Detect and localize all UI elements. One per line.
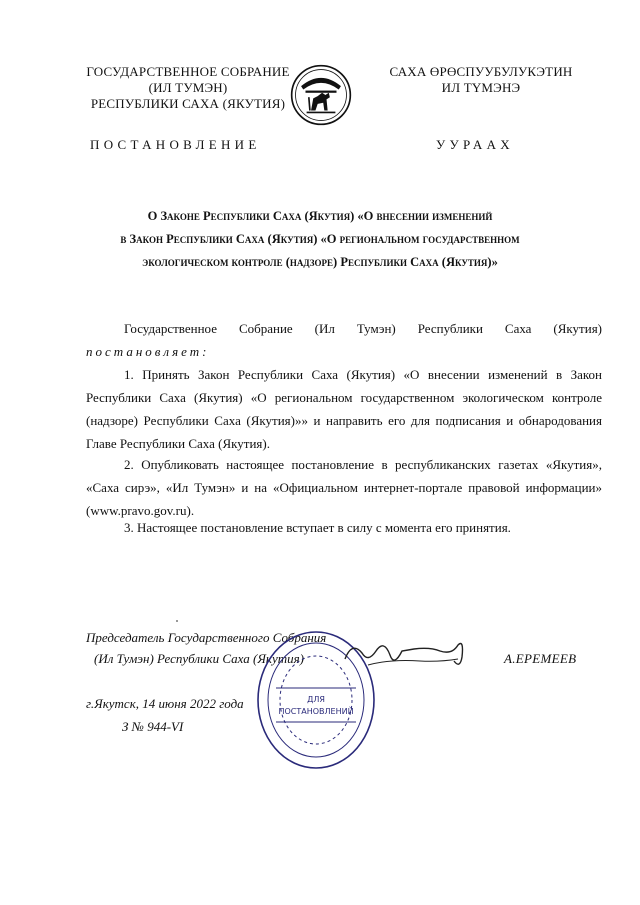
clause-2: 2. Опубликовать настоящее постановление в республиканских газетах «Якутия», «Саха сирэ», «Ил Тумэн» и на «Официальном интернет-портале правовой информации» (www.pravo.gov.ru). <box>86 457 602 518</box>
resolves-verb: постановляет: <box>86 344 210 359</box>
handwritten-signature <box>340 637 470 677</box>
issuer-sakha-line-2: ИЛ ТҮМЭНЭ <box>441 80 521 95</box>
intro-paragraph: Государственное Собрание (Ил Тумэн) Республики Саха (Якутия) <box>124 321 602 336</box>
coat-of-arms-emblem <box>290 64 352 126</box>
signatory-role-line-1: Председатель Государственного Собрания <box>86 630 327 645</box>
issuer-name-sakha <box>372 64 590 96</box>
speck <box>176 620 178 622</box>
issuer-line-3: РЕСПУБЛИКИ САХА (ЯКУТИЯ) <box>90 96 286 111</box>
issuer-line-2: (ИЛ ТУМЭН) <box>148 80 228 95</box>
issuer-sakha-line-1: САХА ӨРӨСПУУБУЛУКЭТИН <box>389 64 573 79</box>
doc-type-russian: ПОСТАНОВЛЕНИЕ <box>90 137 261 152</box>
issuer-name-russian <box>78 64 298 112</box>
place-and-date: г.Якутск, 14 июня 2022 года <box>86 696 244 711</box>
title-line-3: экологическом контроле (надзоре) Республики Саха (Якутия)» <box>142 255 498 269</box>
signatory-role-line-2: (Ил Тумэн) Республики Саха (Якутия) <box>94 651 304 666</box>
document-number: З № 944-VI <box>122 719 184 734</box>
stamp-label-line-1: ДЛЯ <box>307 695 325 704</box>
title-line-1: О Законе Республики Саха (Якутия) «О внесении изменений <box>147 209 493 223</box>
document-title <box>95 205 545 274</box>
clause-3: 3. Настоящее постановление вступает в силу с момента его принятия. <box>124 520 511 535</box>
signatory-name: А.ЕРЕМЕЕВ <box>504 651 577 666</box>
title-line-2: в Закон Республики Саха (Якутия) «О региональном государственном <box>120 232 520 246</box>
issuer-line-1: ГОСУДАРСТВЕННОЕ СОБРАНИЕ <box>86 64 290 79</box>
clause-1: 1. Принять Закон Республики Саха (Якутия) «О внесении изменений в Закон Республики Саха (Якутия) «О региональном государственном экологическом контроле (надзоре) Республики Саха (Якутия)»» и направить его для подписания и обнародования Главе Республики Саха (Якутия). <box>86 367 602 451</box>
doc-type-sakha: УУРААХ <box>436 137 514 152</box>
stamp-label-line-2: ПОСТАНОВЛЕНИЙ <box>278 707 354 716</box>
